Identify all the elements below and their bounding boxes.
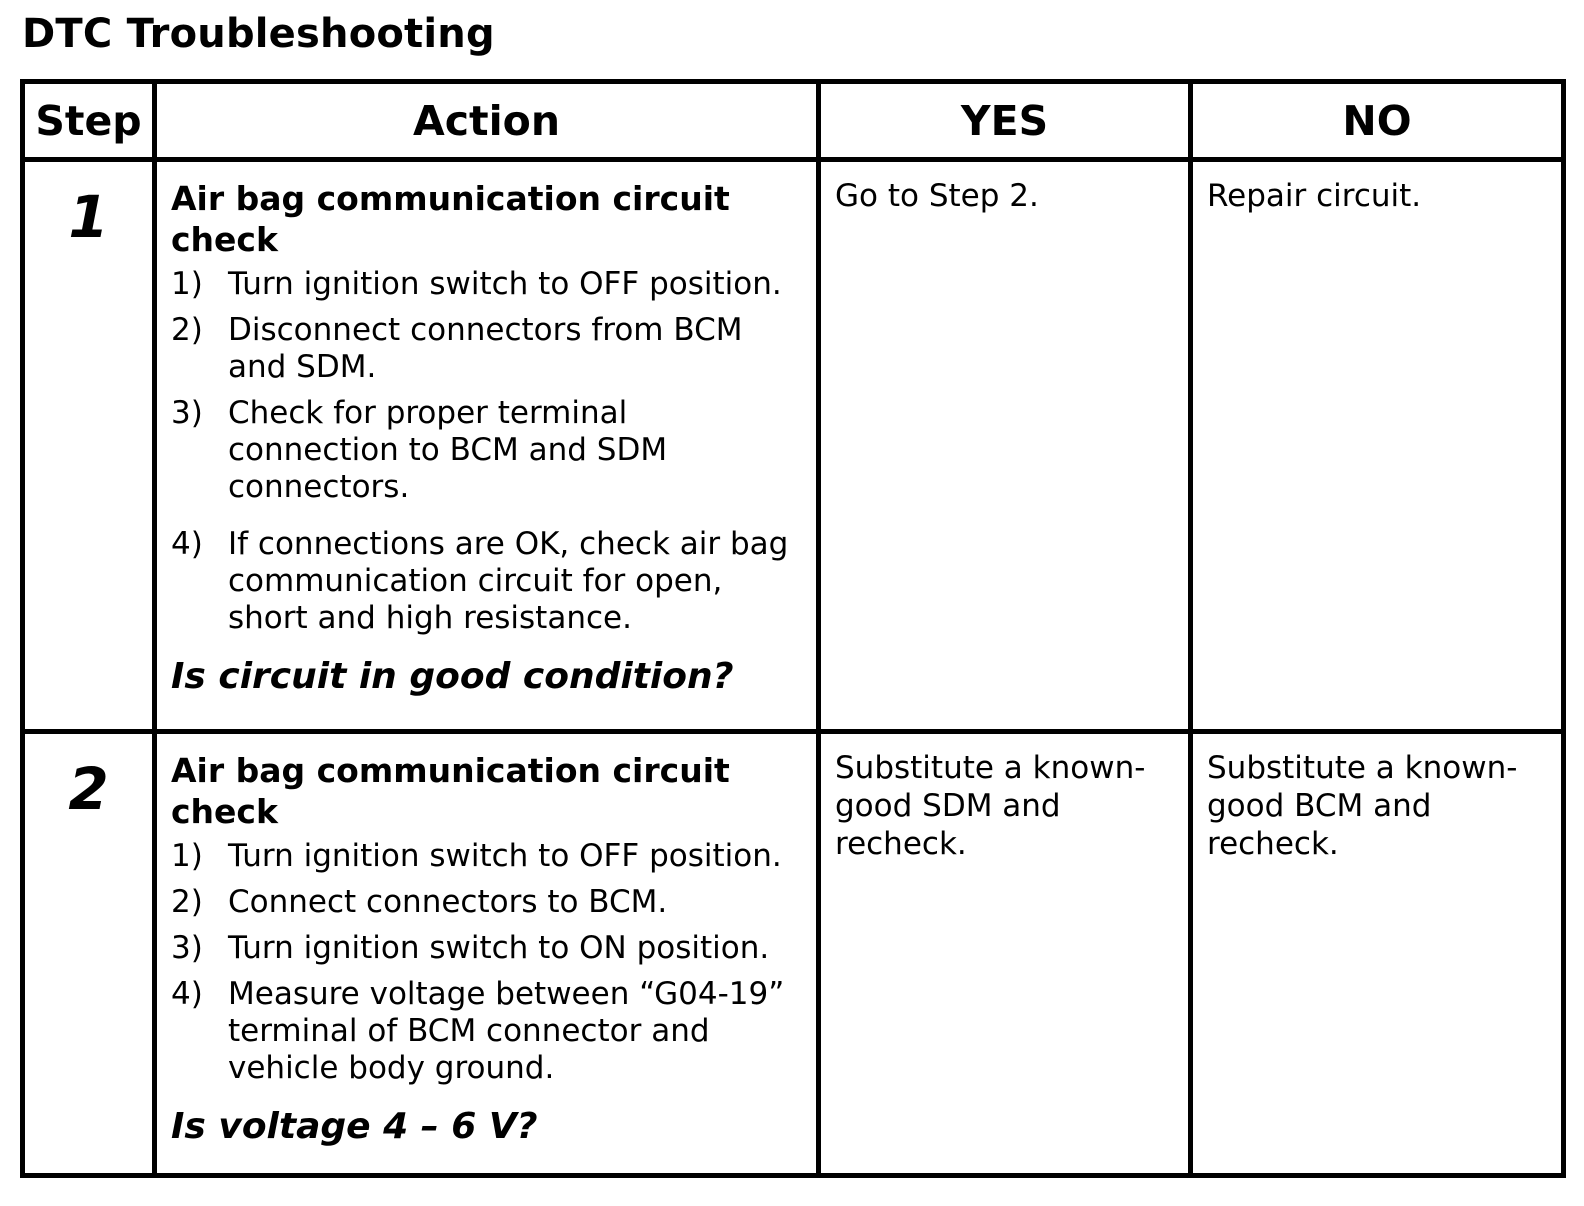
list-item-number: 3): [171, 395, 203, 431]
no-result: Repair circuit.: [1191, 160, 1564, 732]
action-title: Air bag communication circuit check: [171, 751, 730, 831]
yes-result: Substitute a known-good SDM and recheck.: [819, 732, 1191, 1176]
action-cell: [155, 732, 819, 1176]
list-item-text: Measure voltage between “G04-19” terminal of BCM connector and vehicle body ground.: [228, 976, 785, 1086]
list-item-text: Connect connectors to BCM.: [228, 884, 668, 920]
list-item-number: 1): [171, 266, 203, 302]
check-question: Is circuit in good condition?: [171, 656, 734, 697]
list-item-number: 3): [171, 930, 203, 966]
list-item-text: Check for proper terminal connection to BCM and SDM connectors.: [228, 395, 668, 505]
list-item: [171, 266, 806, 303]
list-item: [171, 884, 806, 921]
header-action: Action: [155, 82, 819, 160]
page-title: DTC Troubleshooting: [22, 11, 495, 57]
no-result: Substitute a known-good BCM and recheck.: [1191, 732, 1564, 1176]
header-yes: YES: [819, 82, 1191, 160]
list-item-number: 4): [171, 526, 203, 562]
troubleshooting-table: [20, 79, 1566, 1178]
list-item-number: 2): [171, 884, 203, 920]
action-steps-list: [171, 266, 806, 637]
table-row-step-2: [23, 732, 1564, 1176]
list-item-number: 1): [171, 838, 203, 874]
list-item-text: Turn ignition switch to OFF position.: [228, 838, 782, 874]
action-title: Air bag communication circuit check: [171, 179, 730, 259]
list-item-number: 4): [171, 976, 203, 1012]
list-item-text: Turn ignition switch to OFF position.: [228, 266, 782, 302]
list-item-number: 2): [171, 312, 203, 348]
list-item: [171, 976, 806, 1087]
list-item: [171, 395, 806, 506]
yes-result: Go to Step 2.: [819, 160, 1191, 732]
action-cell: [155, 160, 819, 732]
list-item-text: Turn ignition switch to ON position.: [228, 930, 770, 966]
table-header-row: [23, 82, 1564, 160]
header-no: NO: [1191, 82, 1564, 160]
list-item: [171, 312, 806, 386]
list-item: [171, 930, 806, 967]
list-item: [171, 838, 806, 875]
list-item-text: If connections are OK, check air bag communication circuit for open, short and high resistance.: [228, 526, 789, 636]
action-steps-list: [171, 838, 806, 1087]
step-number: 1: [23, 160, 155, 732]
header-step: Step: [23, 82, 155, 160]
list-item: [171, 526, 806, 637]
step-number: 2: [23, 732, 155, 1176]
table-row-step-1: [23, 160, 1564, 732]
check-question: Is voltage 4 – 6 V?: [171, 1106, 538, 1147]
list-item-text: Disconnect connectors from BCM and SDM.: [228, 312, 743, 385]
